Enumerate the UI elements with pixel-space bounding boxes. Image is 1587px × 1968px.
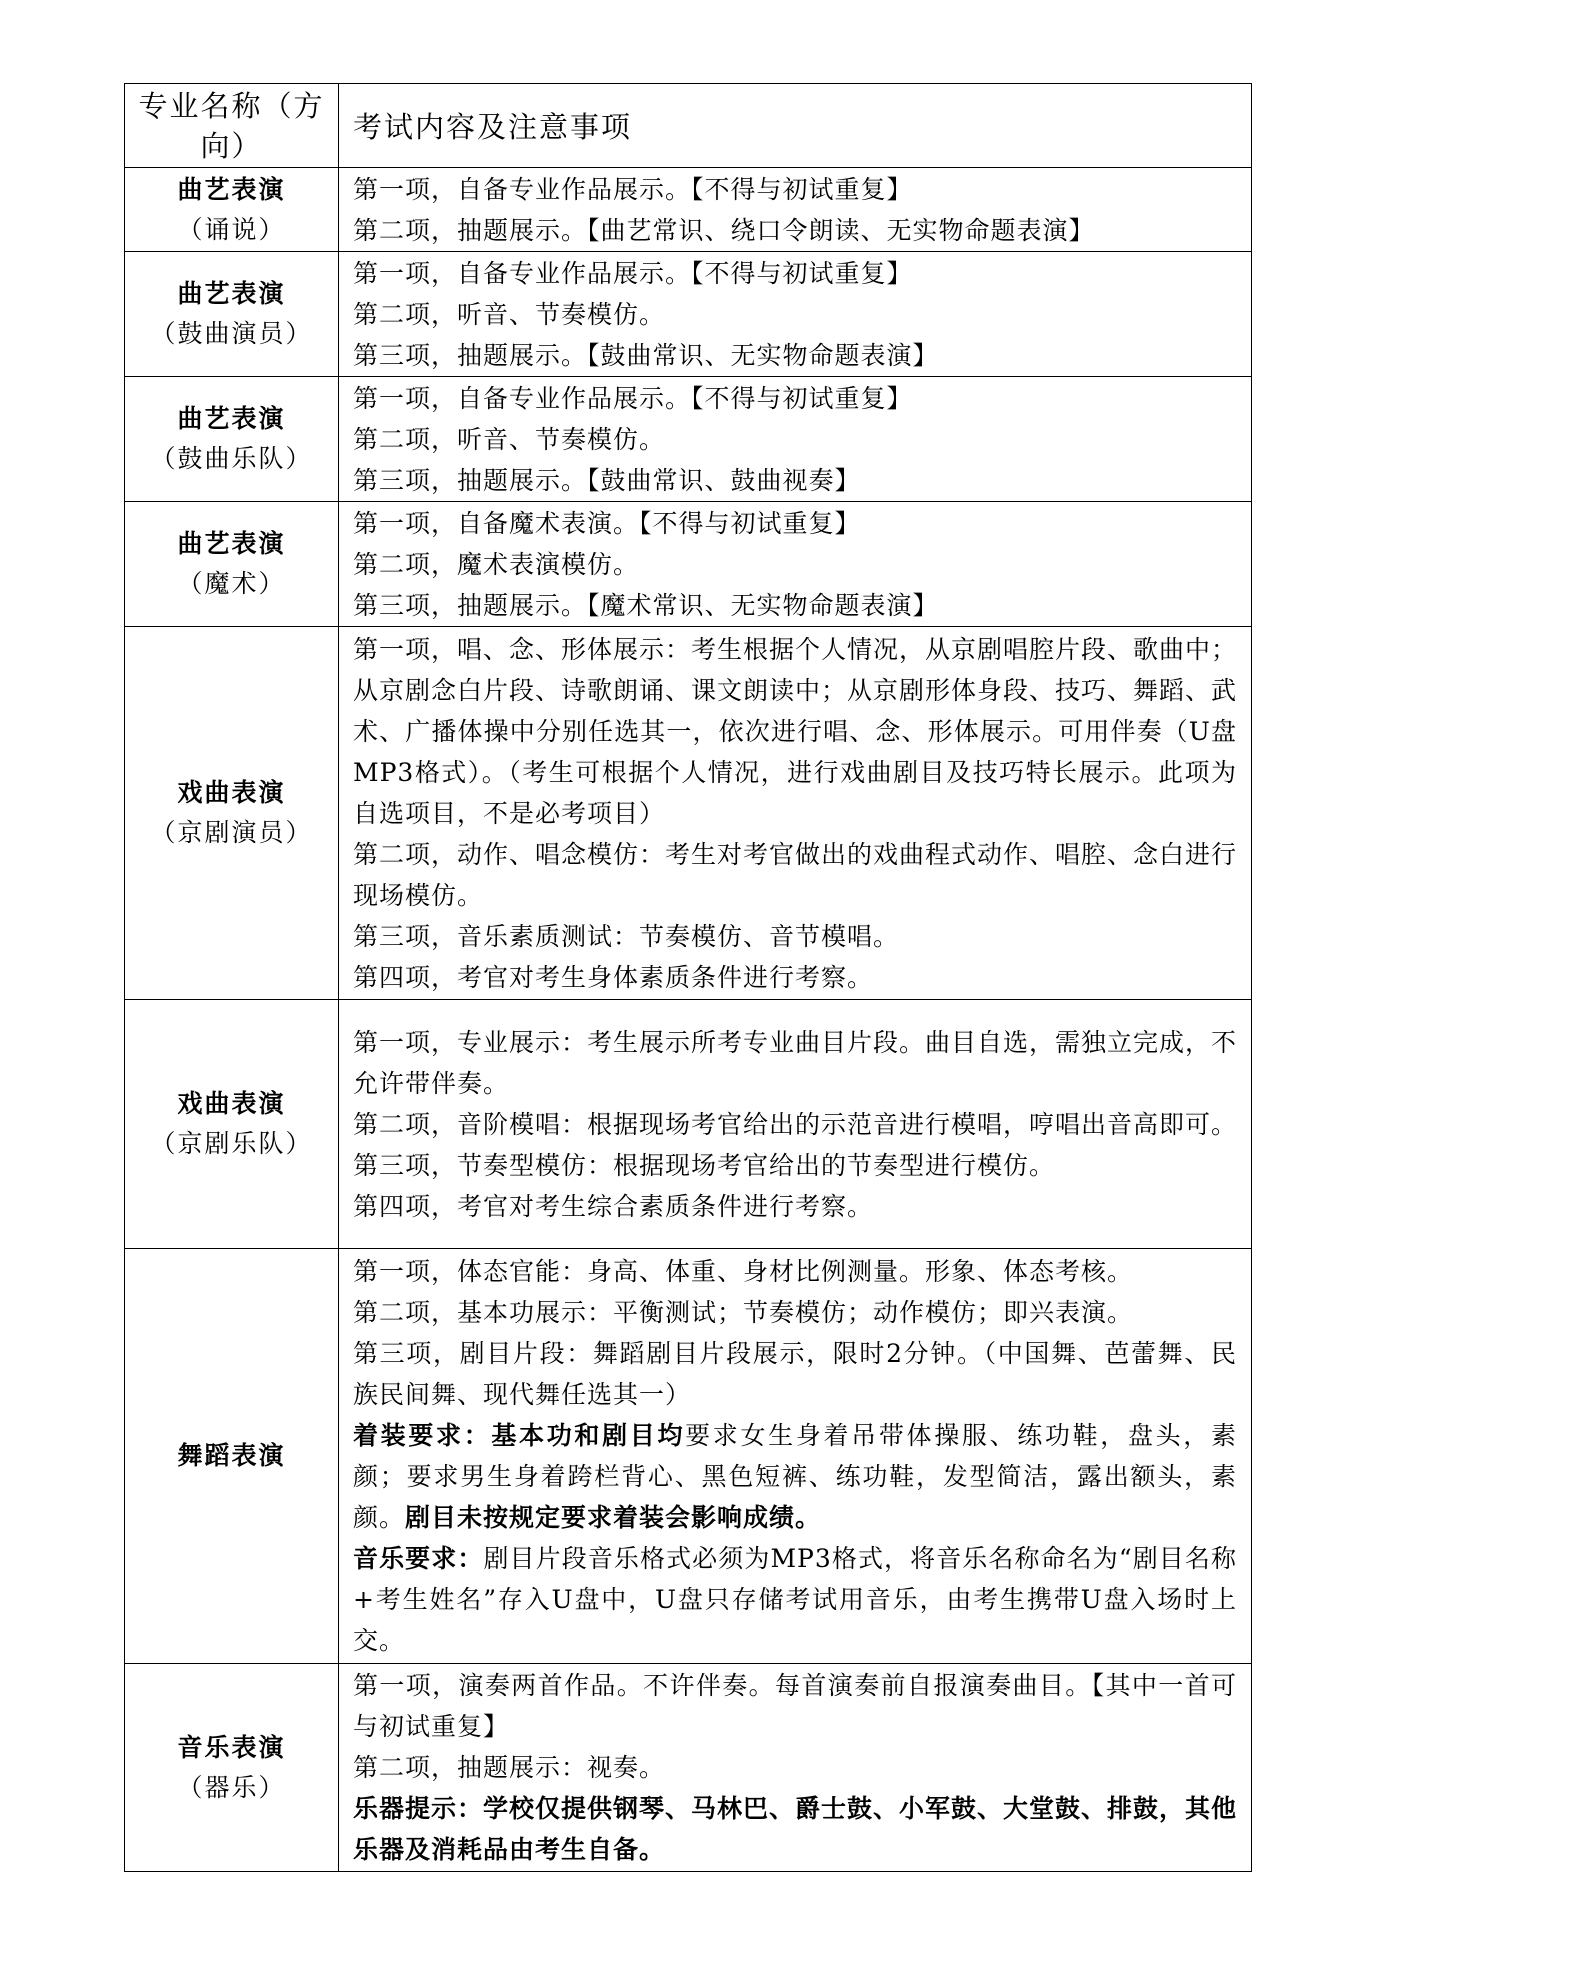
document-page (124, 83, 1252, 1872)
content-line: 第三项，音乐素质测试：节奏模仿、音节模唱。 (353, 921, 900, 951)
major-direction: （鼓曲乐队） (150, 444, 313, 473)
major-cell (125, 502, 339, 627)
table-row (125, 627, 1252, 1000)
content-cell (339, 1000, 1252, 1249)
content-line: 第三项，抽题展示。【魔术常识、无实物命题表演】 (353, 590, 939, 620)
content-line: 第一项，唱、念、形体展示：考生根据个人情况，从京剧唱腔片段、歌曲中；从京剧念白片段、诗歌朗诵、课文朗读中；从京剧形体身段、技巧、舞蹈、武术、广播体操中分别任选其一，依次进行唱、念、形体展示。可用伴奏（U盘MP3格式）。（考生可根据个人情况，进行戏曲剧目及技巧特长展示。此项为自选项目，不是必考项目） (353, 634, 1238, 828)
music-requirement (353, 1538, 1237, 1661)
content-cell (339, 1249, 1252, 1664)
table-row (125, 252, 1252, 377)
content-line: 第一项，演奏两首作品。不许伴奏。每首演奏前自报演奏曲目。【其中一首可与初试重复】 (353, 1671, 1237, 1741)
table-header-row (125, 84, 1252, 168)
content-line: 第一项，体态官能：身高、体重、身材比例测量。形象、体态考核。 (353, 1257, 1134, 1286)
content-line: 第四项，考官对考生综合素质条件进行考察。 (353, 1191, 874, 1221)
major-name: 曲艺表演 (177, 279, 286, 308)
table-row (125, 377, 1252, 502)
instrument-note: 乐器提示：学校仅提供钢琴、马林巴、爵士鼓、小军鼓、大堂鼓、排鼓，其他乐器及消耗品由考生自备。 (353, 1794, 1238, 1864)
table-row (125, 1249, 1252, 1664)
major-cell (125, 1249, 339, 1664)
major-direction: （京剧演员） (150, 818, 313, 847)
content-line: 第一项，自备专业作品展示。【不得与初试重复】 (353, 258, 913, 288)
content-cell (339, 168, 1252, 252)
major-cell (125, 377, 339, 502)
major-name: 曲艺表演 (177, 529, 286, 558)
content-line: 第一项，自备专业作品展示。【不得与初试重复】 (353, 174, 913, 204)
major-name: 戏曲表演 (177, 778, 286, 807)
header-major-cell: 专业名称（方向） (125, 84, 339, 168)
content-line: 第二项，音阶模唱：根据现场考官给出的示范音进行模唱，哼唱出音高即可。 (353, 1109, 1238, 1139)
content-line: 第二项，听音、节奏模仿。 (353, 299, 666, 329)
major-name: 曲艺表演 (177, 404, 286, 433)
content-line: 第二项，抽题展示。【曲艺常识、绕口令朗读、无实物命题表演】 (353, 215, 1095, 245)
content-line: 第二项，魔术表演模仿。 (353, 549, 640, 579)
table-row (125, 1000, 1252, 1249)
major-cell (125, 627, 339, 1000)
major-cell (125, 1664, 339, 1872)
major-direction: （京剧乐队） (150, 1129, 313, 1158)
content-cell (339, 627, 1252, 1000)
content-line: 第一项，专业展示：考生展示所考专业曲目片段。曲目自选，需独立完成，不允许带伴奏。 (353, 1027, 1238, 1098)
content-line: 第二项，动作、唱念模仿：考生对考官做出的戏曲程式动作、唱腔、念白进行现场模仿。 (353, 839, 1238, 910)
content-line: 第一项，自备魔术表演。【不得与初试重复】 (353, 508, 861, 538)
content-line: 第二项，基本功展示：平衡测试；节奏模仿；动作模仿；即兴表演。 (353, 1298, 1134, 1327)
content-line: 第三项，抽题展示。【鼓曲常识、鼓曲视奏】 (353, 465, 861, 495)
content-line: 第三项，节奏型模仿：根据现场考官给出的节奏型进行模仿。 (353, 1150, 1056, 1180)
dress-requirement-text: 要求女生身着吊带体操服、练功鞋，盘头，素颜；要求男生身着跨栏背心、黑色短裤、练功鞋，发型简洁，露出额头，素颜。 (353, 1421, 1237, 1532)
content-line: 第二项，听音、节奏模仿。 (353, 424, 666, 454)
major-cell (125, 1000, 339, 1249)
content-line: 第三项，剧目片段：舞蹈剧目片段展示，限时2分钟。（中国舞、芭蕾舞、民族民间舞、现代舞任选其一） (353, 1339, 1237, 1409)
content-cell (339, 1664, 1252, 1872)
content-line: 第二项，抽题展示：视奏。 (353, 1753, 666, 1782)
major-direction: （魔术） (177, 569, 286, 598)
dress-requirement-label: 着装要求：基本功和剧目均 (353, 1421, 686, 1450)
major-direction: （鼓曲演员） (150, 319, 313, 348)
music-requirement-label: 音乐要求： (353, 1544, 484, 1573)
content-line: 第四项，考官对考生身体素质条件进行考察。 (353, 962, 874, 992)
content-cell (339, 252, 1252, 377)
content-line: 第一项，自备专业作品展示。【不得与初试重复】 (353, 383, 913, 413)
dress-requirement (353, 1415, 1237, 1538)
exam-content-table (124, 83, 1252, 1872)
table-row (125, 168, 1252, 252)
major-name: 曲艺表演 (177, 174, 286, 204)
major-name: 戏曲表演 (177, 1089, 286, 1118)
major-name: 舞蹈表演 (177, 1441, 286, 1470)
table-row (125, 1664, 1252, 1872)
major-cell (125, 252, 339, 377)
header-content-cell: 考试内容及注意事项 (339, 84, 1252, 168)
dress-requirement-warning: 剧目未按规定要求着装会影响成绩。 (405, 1503, 822, 1532)
music-requirement-text: 剧目片段音乐格式必须为MP3格式，将音乐名称命名为“剧目名称+考生姓名”存入U盘中，U盘只存储考试用音乐，由考生携带U盘入场时上交。 (353, 1544, 1237, 1655)
table-row (125, 502, 1252, 627)
major-direction: （器乐） (177, 1772, 286, 1802)
content-line: 第三项，抽题展示。【鼓曲常识、无实物命题表演】 (353, 340, 939, 370)
content-cell (339, 377, 1252, 502)
content-cell (339, 502, 1252, 627)
major-name: 音乐表演 (177, 1732, 286, 1762)
major-cell (125, 168, 339, 252)
major-direction: （诵说） (177, 214, 286, 244)
